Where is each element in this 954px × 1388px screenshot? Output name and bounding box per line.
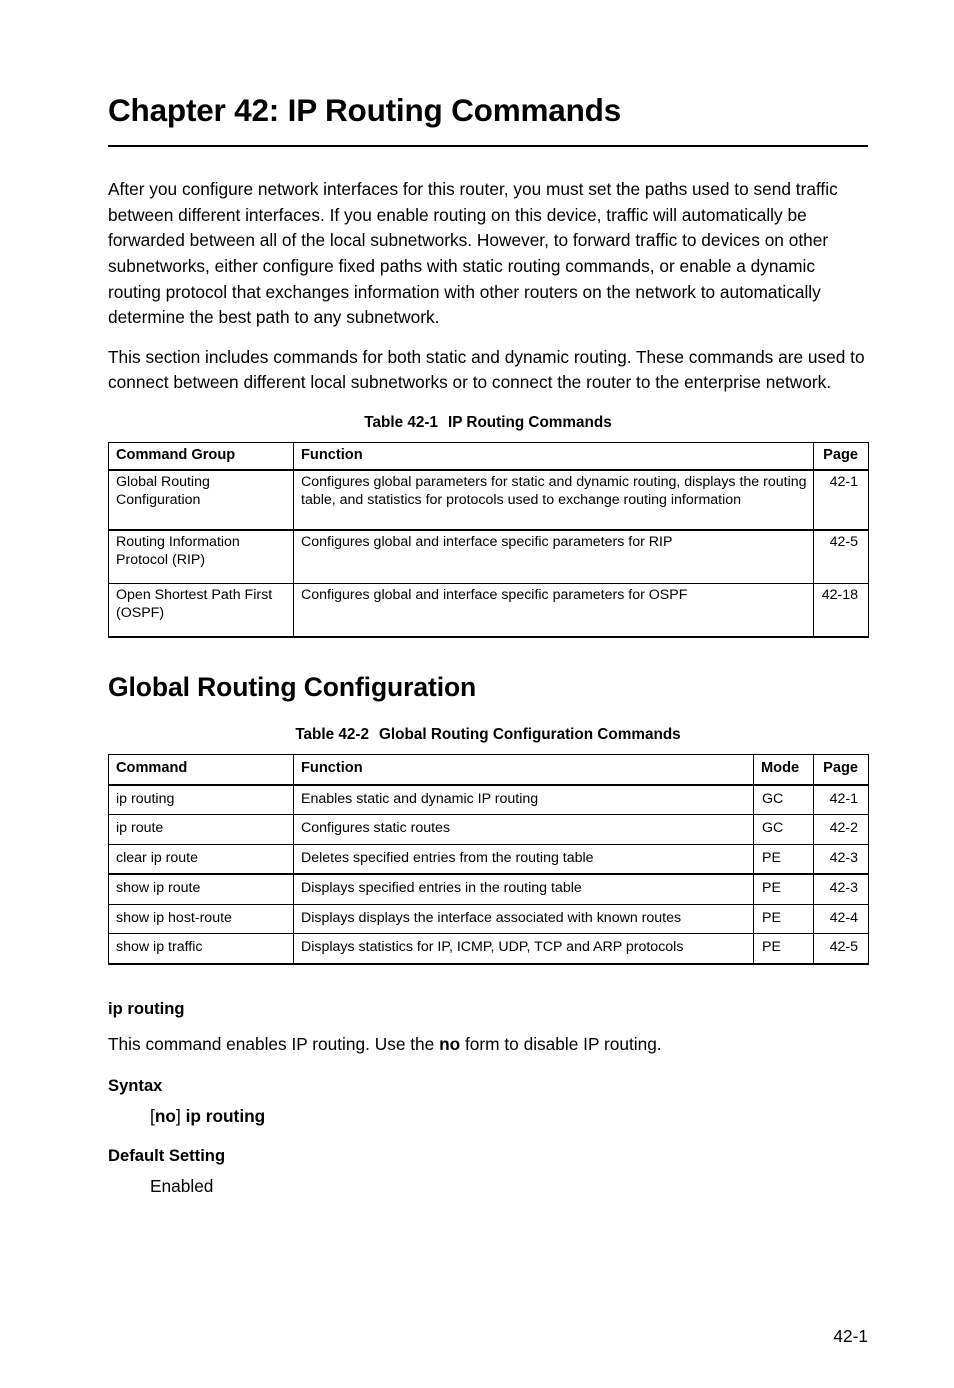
table-2-cell-mode: GC	[754, 815, 814, 845]
table-2-caption-label: Table 42-2	[295, 726, 369, 744]
intro-paragraph-1: After you configure network interfaces for this router, you must set the paths used to send traffic between different interfaces. If you enable routing on this device, traffic will automatically be forwarded between all of the local subnetworks. However, to forward traffic to devices on other subnetworks, either configure fixed paths with static routing commands, or enable a dynamic routing protocol that exchanges information with other routers on the network to automatically determine the best path to any subnetwork.	[108, 179, 838, 328]
default-setting-value: Enabled	[150, 1175, 214, 1196]
command-heading-ip-routing: ip routing	[108, 998, 185, 1018]
table-2-header-function: Function	[294, 755, 754, 785]
command-description-part-2: form to disable IP routing.	[460, 1033, 662, 1054]
table-1-cell-group: Global Routing Configuration	[109, 470, 294, 530]
table-1-caption-label: Table 42-1	[364, 413, 438, 431]
table-1-cell-function: Configures global and interface specific parameters for OSPF	[294, 584, 814, 638]
section-heading-global-routing-configuration: Global Routing Configuration	[108, 672, 477, 703]
table-2-cell-function: Displays specified entries in the routing table	[294, 874, 754, 904]
table-2-caption-title: Global Routing Configuration Commands	[379, 726, 681, 744]
table-2-cell-page: 42-5	[814, 934, 869, 964]
title-divider	[108, 145, 868, 147]
command-description-keyword-no: no	[439, 1033, 461, 1054]
table-2-cell-mode: PE	[754, 844, 814, 874]
table-1-cell-page: 42-18	[814, 584, 869, 638]
table-2-cell-mode: GC	[754, 785, 814, 815]
table-2-cell-function: Deletes specified entries from the routing table	[294, 844, 754, 874]
syntax-open-bracket: [	[150, 1105, 155, 1126]
table-row	[109, 934, 869, 964]
syntax-command-text: ip routing	[185, 1105, 266, 1126]
table-row	[109, 904, 869, 934]
table-row-header	[109, 442, 869, 470]
table-2-cell-mode: PE	[754, 874, 814, 904]
table-2-cell-mode: PE	[754, 904, 814, 934]
table-2-cell-command: show ip traffic	[109, 934, 294, 964]
table-1-caption-title: IP Routing Commands	[447, 413, 612, 431]
table-2-cell-function: Enables static and dynamic IP routing	[294, 785, 754, 815]
syntax-statement	[108, 1096, 868, 1128]
table-1-cell-function: Configures global parameters for static and dynamic routing, displays the routing table, and statistics for protocols used to exchange routing information	[294, 470, 814, 530]
intro-paragraph-2: This section includes commands for both static and dynamic routing. These commands are used to connect between different local subnetworks or to connect the router to the enterprise network.	[108, 346, 865, 393]
table-1-cell-function: Configures global and interface specific parameters for RIP	[294, 530, 814, 584]
table-2-cell-page: 42-3	[814, 844, 869, 874]
syntax-heading: Syntax	[108, 1075, 163, 1095]
global-routing-configuration-commands-table	[108, 754, 869, 965]
table-1-header-page: Page	[814, 442, 869, 470]
table-row	[109, 844, 869, 874]
table-row-header	[109, 755, 869, 785]
table-row	[109, 584, 869, 638]
table-2-cell-command: show ip host-route	[109, 904, 294, 934]
table-1-caption	[108, 414, 868, 432]
syntax-keyword-no: no	[154, 1105, 176, 1126]
table-1-cell-page: 42-5	[814, 530, 869, 584]
page-title: Chapter 42: IP Routing Commands	[108, 92, 622, 128]
table-row	[109, 785, 869, 815]
table-2-header-mode: Mode	[754, 755, 814, 785]
table-2-cell-command: ip route	[109, 815, 294, 845]
table-2-cell-function: Configures static routes	[294, 815, 754, 845]
table-row	[109, 815, 869, 845]
table-2-cell-mode: PE	[754, 934, 814, 964]
table-2-cell-page: 42-4	[814, 904, 869, 934]
table-2-caption	[108, 726, 868, 744]
table-2-cell-command: clear ip route	[109, 844, 294, 874]
page-number-footer: 42-1	[833, 1326, 868, 1346]
table-1-header-function: Function	[294, 442, 814, 470]
command-description	[108, 1019, 868, 1058]
table-2-cell-command: ip routing	[109, 785, 294, 815]
default-setting-heading: Default Setting	[108, 1145, 226, 1165]
syntax-close-bracket: ]	[175, 1105, 181, 1126]
table-1-cell-group: Routing Information Protocol (RIP)	[109, 530, 294, 584]
ip-routing-commands-table	[108, 442, 869, 639]
command-description-part-1: This command enables IP routing. Use the	[108, 1033, 440, 1054]
table-row	[109, 530, 869, 584]
table-1-cell-group: Open Shortest Path First (OSPF)	[109, 584, 294, 638]
table-1-header-command-group: Command Group	[109, 442, 294, 470]
table-2-cell-command: show ip route	[109, 874, 294, 904]
table-2-cell-function: Displays displays the interface associated with known routes	[294, 904, 754, 934]
table-row	[109, 470, 869, 530]
table-row	[109, 874, 869, 904]
table-1-cell-page: 42-1	[814, 470, 869, 530]
table-2-cell-page: 42-1	[814, 785, 869, 815]
table-2-header-command: Command	[109, 755, 294, 785]
table-2-cell-page: 42-2	[814, 815, 869, 845]
table-2-cell-page: 42-3	[814, 874, 869, 904]
table-2-header-page: Page	[814, 755, 869, 785]
table-2-cell-function: Displays statistics for IP, ICMP, UDP, TCP and ARP protocols	[294, 934, 754, 964]
